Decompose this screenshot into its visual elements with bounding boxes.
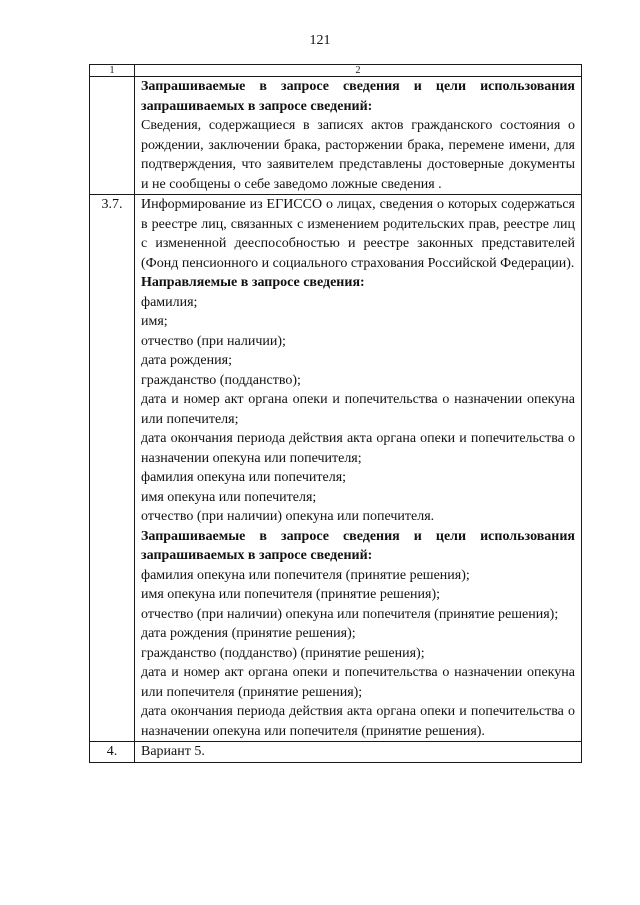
section-heading: Запрашиваемые в запросе сведения и цели использования запрашиваемых в запросе сведений: <box>141 79 575 114</box>
paragraph: дата окончания периода действия акта органа опеки и попечительства о назначении опекуна или попечителя; <box>141 431 575 466</box>
paragraph: гражданство (подданство) (принятие решения); <box>141 645 425 661</box>
paragraph: имя опекуна или попечителя; <box>141 489 317 505</box>
paragraph: Сведения, содержащиеся в записях актов гражданского состояния о рождении, заключении брака, расторжении брака, перемене имени, для подтверждения, что заявителем представлены достоверные документы и не сообщены о себе заведомо ложные сведения . <box>141 118 575 192</box>
row-content <box>135 195 582 742</box>
section-heading: Запрашиваемые в запросе сведения и цели использования запрашиваемых в запросе сведений: <box>141 528 575 563</box>
header-col-1: 1 <box>90 65 135 77</box>
paragraph: отчество (при наличии) опекуна или попечителя. <box>141 509 435 524</box>
page-number: 121 <box>309 33 331 48</box>
paragraph: отчество (при наличии) опекуна или попечителя (принятие решения); <box>141 606 559 622</box>
table-header-row <box>90 65 582 77</box>
paragraph: дата рождения; <box>141 353 232 368</box>
row-number <box>90 77 135 195</box>
paragraph: фамилия; <box>141 294 198 310</box>
row-number: 4. <box>90 742 135 763</box>
paragraph: Информирование из ЕГИССО о лицах, сведения о которых содержаться в реестре лиц, связанных с изменением родительских прав, реестре лиц с измененной дееспособностью и реестре законных представителей (Фонд пенсионного и социального страхования Российской Федерации). <box>141 197 575 271</box>
table-body <box>90 77 582 763</box>
paragraph: имя; <box>141 314 168 329</box>
header-col-2: 2 <box>135 65 582 77</box>
paragraph: дата рождения (принятие решения); <box>141 626 356 641</box>
document-table <box>89 64 582 763</box>
paragraph: дата и номер акт органа опеки и попечительства о назначении опекуна или попечителя; <box>141 392 575 427</box>
paragraph: дата и номер акт органа опеки и попечительства о назначении опекуна или попечителя (принятие решения); <box>141 665 575 700</box>
table-row <box>90 77 582 195</box>
paragraph: гражданство (подданство); <box>141 372 301 388</box>
paragraph: имя опекуна или попечителя (принятие решения); <box>141 587 441 602</box>
paragraph: отчество (при наличии); <box>141 333 286 349</box>
table-row <box>90 195 582 742</box>
paragraph: фамилия опекуна или попечителя; <box>141 470 347 485</box>
section-heading: Направляемые в запросе сведения: <box>141 275 365 290</box>
paragraph: фамилия опекуна или попечителя (принятие решения); <box>141 567 470 583</box>
paragraph: дата окончания периода действия акта органа опеки и попечительства о назначении опекуна или попечителя (принятие решения). <box>141 704 575 739</box>
row-content <box>135 77 582 195</box>
table-row <box>90 742 582 763</box>
row-content <box>135 742 582 763</box>
row-number: 3.7. <box>90 195 135 742</box>
paragraph: Вариант 5. <box>141 744 205 759</box>
